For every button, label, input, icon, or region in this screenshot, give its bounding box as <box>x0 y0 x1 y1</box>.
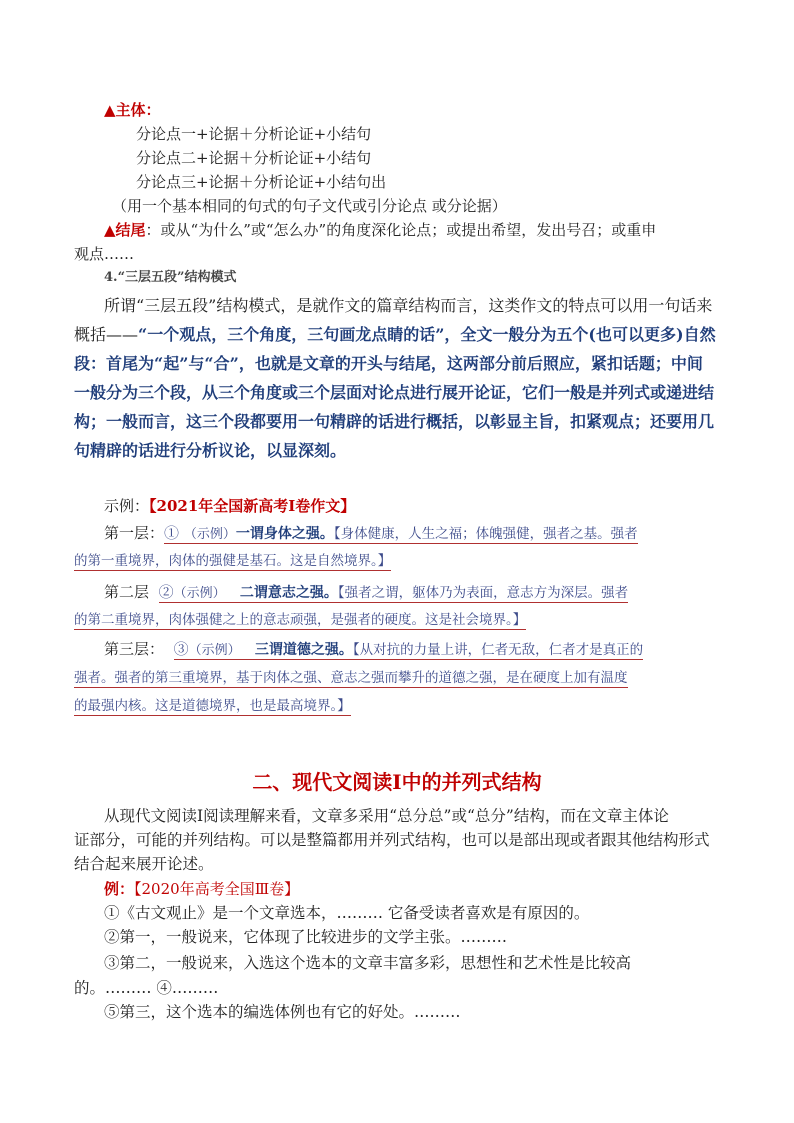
layer-2-label: 第二层 <box>104 583 150 601</box>
main-note: （用一个基本相同的句式的句子文代或引分论点 或分论据） <box>112 197 507 215</box>
example-header <box>104 495 355 517</box>
layer-3-num: ③ <box>173 640 189 658</box>
layer-3-tag: （示例） <box>188 643 241 658</box>
model-intro-1: 所谓“三层五段”结构模式，是就作文的篇章结构而言，这类作文的特点可以用一句话来 <box>104 296 713 315</box>
model-intro-2 <box>74 323 716 347</box>
point-1: ①《古文观止》是一个文章选本，……… 它备受读者喜欢是有原因的。 <box>104 904 590 922</box>
layer-3-text-1: 【从对抗的力量上讲，仁者无敌，仁者才是真正的 <box>352 642 644 658</box>
layer-2-num: ② <box>158 583 174 601</box>
model-bold-line-3: 一般分为三个段，从三个角度或三个层面对论点进行展开论证，它们一般是并列式或递进结 <box>74 383 715 402</box>
layer-1-tag: （示例） <box>183 527 236 542</box>
section-2-example-header <box>104 878 299 900</box>
layer-2-line-2 <box>74 608 526 631</box>
example-source: 【2021年全国新高考Ⅰ卷作文】 <box>149 497 356 515</box>
main-item-2: 分论点二+论据＋分析论证+小结句 <box>136 149 372 167</box>
layer-1-line-2 <box>74 549 391 572</box>
layer-3-text-3: 的最强内核。这是道德境界，也是最高境界。】 <box>74 698 351 714</box>
layer-1-line-1 <box>104 522 638 546</box>
ending-label: ▲结尾 <box>104 221 146 239</box>
model-intro-2-prefix: 概括—— <box>74 325 139 344</box>
layer-2-text-2: 的第二重境界，肉体强健之上的意志顽强，是强者的硬度。这是社会境界。】 <box>74 612 527 628</box>
layer-1-text-1: 【身体健康，人生之福；体魄强健，强者之基。强者 <box>333 526 638 542</box>
layer-1-num: ① <box>164 524 180 542</box>
main-label: ▲主体： <box>104 101 161 119</box>
point-3: ③第二，一般说来，入选这个选本的文章丰富多彩，思想性和艺术性是比较高 <box>104 954 632 972</box>
layer-3-line-2 <box>74 666 628 689</box>
section-2-example-label: 例： <box>104 880 135 898</box>
main-item-1: 分论点一+论据＋分析论证+小结句 <box>136 125 372 143</box>
section-2-example-source: 【2020年高考全国Ⅲ卷】 <box>134 880 300 898</box>
layer-2-tag: （示例） <box>173 586 226 601</box>
model-bold-line-1: “一个观点，三个角度，三句画龙点睛的话”，全文一般分为五个(也可以更多)自然 <box>138 325 716 344</box>
example-label: 示例： <box>104 497 150 515</box>
layer-2-line-1 <box>104 581 628 605</box>
layer-1-title: 一谓身体之强。 <box>235 526 334 542</box>
layer-3-label: 第三层： <box>104 640 165 658</box>
model-heading: 4.“三层五段”结构模式 <box>104 270 237 285</box>
layer-1-text-2: 的第一重境界，肉体的强健是基石。这是自然境界。】 <box>74 553 392 569</box>
layer-3-text-2: 强者。强者的第三重境界，基于肉体之强、意志之强而攀升的道德之强，是在硬度上加有温度 <box>74 670 628 686</box>
point-5: ⑤第三，这个选本的编选体例也有它的好处。……… <box>104 1003 461 1021</box>
layer-3-line-1 <box>104 638 643 662</box>
layer-2-title: 二谓意志之强。 <box>239 585 338 601</box>
section-2-para-3: 结合起来展开论述。 <box>74 855 214 873</box>
layer-1-label: 第一层： <box>104 524 165 542</box>
point-4: 的。……… ④……… <box>74 979 219 997</box>
layer-3-title: 三谓道德之强。 <box>254 642 353 658</box>
ending-line-2: 观点…… <box>74 245 135 263</box>
model-bold-line-2: 段：首尾为“起”与“合”，也就是文章的开头与结尾，这两部分前后照应，紧扣话题；中间 <box>74 354 703 373</box>
section-2-title: 二、现代文阅读Ⅰ中的并列式结构 <box>252 770 542 794</box>
section-2-para-2: 证部分，可能的并列结构。可以是整篇都用并列式结构，也可以是部出现或者跟其他结构形式 <box>74 831 710 849</box>
model-bold-line-5: 句精辟的话进行分析议论，以显深刻。 <box>74 441 347 460</box>
model-bold-line-4: 构；一般而言，这三个段都要用一句精辟的话进行概括，以彰显主旨，扣紧观点；还要用几 <box>74 412 715 431</box>
layer-3-line-3 <box>74 694 351 717</box>
ending-line-1 <box>104 219 656 241</box>
main-item-3: 分论点三+论据＋分析论证+小结句出 <box>136 173 387 191</box>
section-2-para-1: 从现代文阅读Ⅰ阅读理解来看，文章多采用“总分总”或“总分”结构，而在文章主体论 <box>104 807 669 825</box>
layer-2-text-1: 【强者之谓，躯体乃为表面，意志方为深层。强者 <box>337 585 629 601</box>
point-2: ②第一，一般说来，它体现了比较进步的文学主张。……… <box>104 928 508 946</box>
ending-text-1: ：或从“为什么”或“怎么办”的角度深化论点；或提出希望，发出号召；或重申 <box>145 221 657 239</box>
